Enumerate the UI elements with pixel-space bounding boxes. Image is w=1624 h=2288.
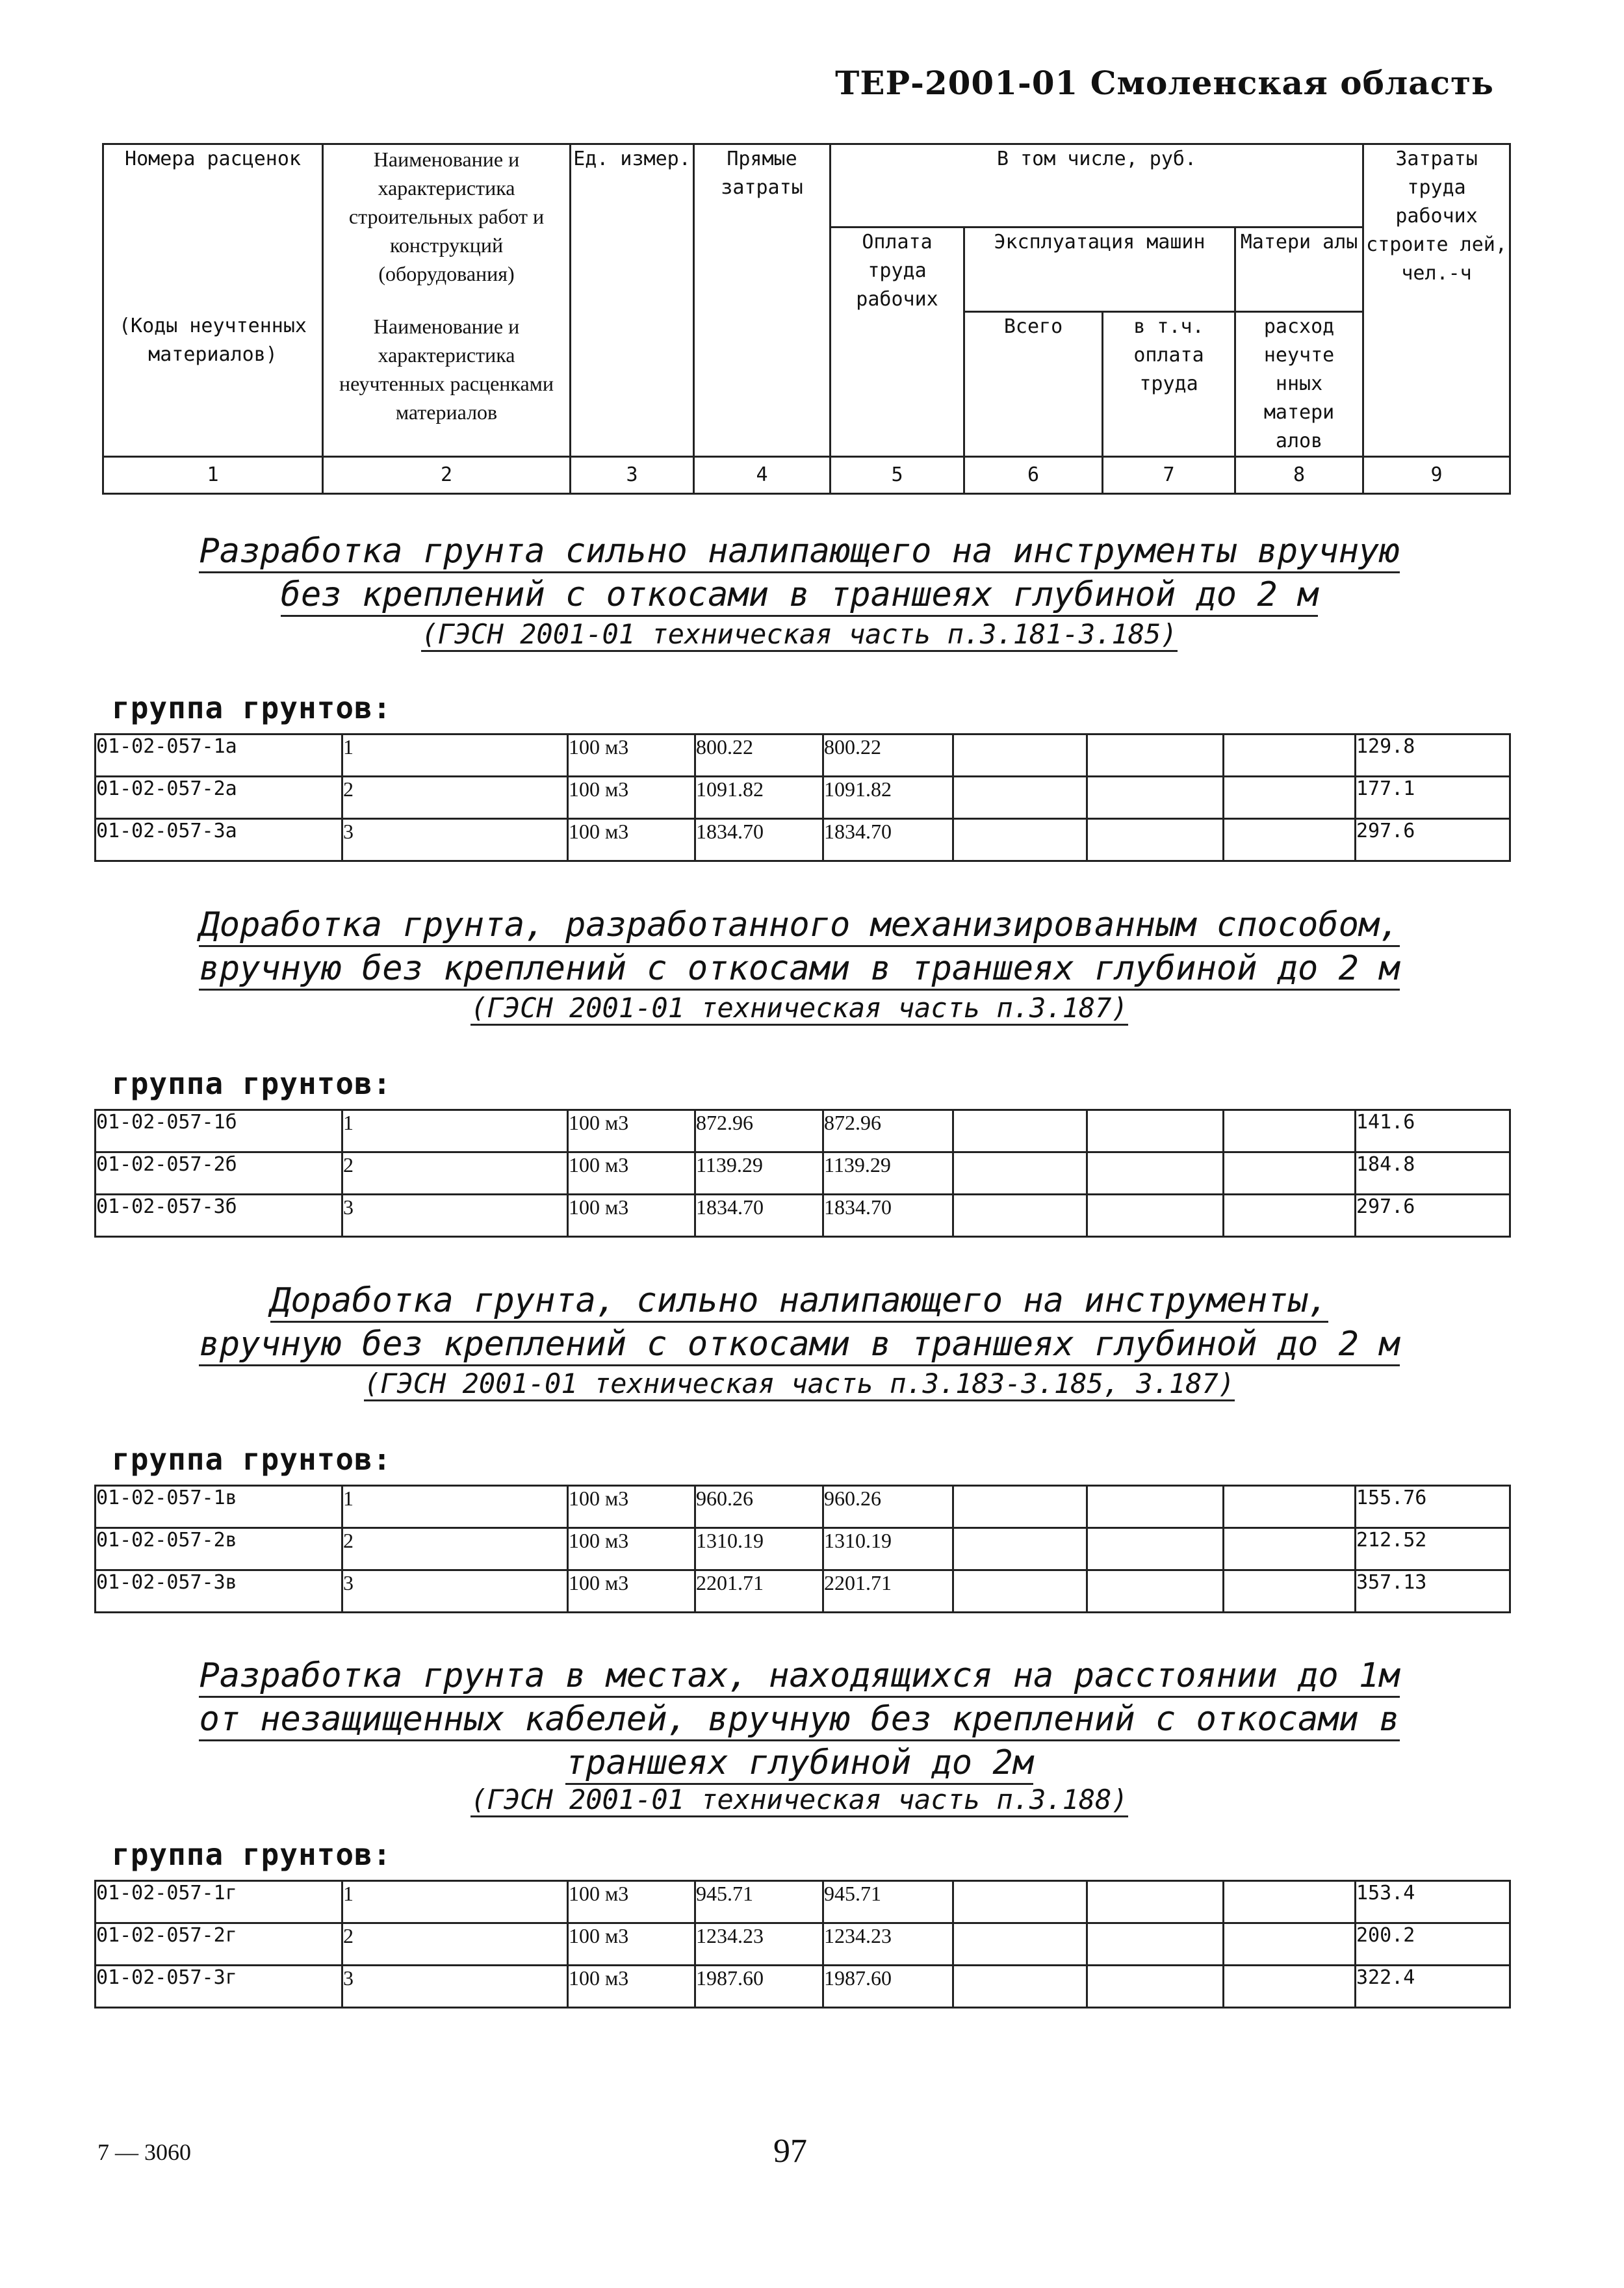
column-number: 7 [1103,457,1235,494]
rate-code: 01-02-057-3г [96,1966,342,2008]
unit: 100 м3 [568,777,695,819]
soil-group: 3 [342,1966,568,2008]
soil-group: 2 [342,1528,568,1570]
labor-pay: 1234.23 [823,1923,953,1966]
header-machines-labor: в т.ч. оплата труда [1103,312,1235,457]
machines-total [953,1923,1087,1966]
page-number: 97 [773,2133,807,2170]
labor-hours: 177.1 [1356,777,1510,819]
machines-total [953,1486,1087,1528]
direct-costs: 1139.29 [695,1152,823,1195]
labor-pay: 945.71 [823,1881,953,1923]
labor-pay: 1091.82 [823,777,953,819]
labor-pay: 800.22 [823,734,953,777]
section-title-line: Доработка грунта, сильно налипающего на инструменты, [270,1280,1328,1323]
header-work-name: Наименование и характеристика строительных работ и конструкций (оборудования) [323,144,571,312]
machines-labor [1087,1486,1224,1528]
unit: 100 м3 [568,1966,695,2008]
header-material-consumption: расход неучте нных матери алов [1235,312,1363,457]
section-title-line: траншеях глубиной до 2м [565,1743,1033,1785]
section-title-line: вручную без креплений с откосами в траншеях глубиной до 2 м [199,948,1399,991]
section-title [97,1654,1501,1785]
machines-total [953,1528,1087,1570]
labor-hours: 141.6 [1356,1110,1510,1152]
header-unit: Ед. измер. [571,144,694,457]
table-row [96,1528,1510,1570]
materials [1224,1486,1356,1528]
table-row [96,1923,1510,1966]
unit: 100 м3 [568,1923,695,1966]
header-including: В том числе, руб. [831,144,1363,228]
rate-code: 01-02-057-2а [96,777,342,819]
machines-labor [1087,777,1224,819]
machines-labor [1087,819,1224,861]
unit: 100 м3 [568,1195,695,1237]
table-row [96,1881,1510,1923]
column-number: 2 [323,457,571,494]
table-row [96,1966,1510,2008]
unit: 100 м3 [568,819,695,861]
column-number: 1 [103,457,323,494]
labor-hours: 155.76 [1356,1486,1510,1528]
table-row [96,1152,1510,1195]
header-material-codes: (Коды неучтенных материалов) [103,312,323,457]
rates-table [94,1880,1511,2008]
soil-group: 3 [342,1570,568,1613]
direct-costs: 945.71 [695,1881,823,1923]
machines-total [953,1570,1087,1613]
materials [1224,1881,1356,1923]
soil-group-label: группа грунтов: [112,1837,392,1872]
header-labor-hours: Затраты труда рабочих строите лей, чел.-ч [1363,144,1510,457]
section-title-line: Разработка грунта в местах, находящихся на расстоянии до 1м [199,1656,1399,1698]
direct-costs: 1091.82 [695,777,823,819]
section-title-line: Доработка грунта, разработанного механизированным способом, [199,905,1399,947]
machines-total [953,777,1087,819]
section-title [97,904,1501,991]
soil-group: 2 [342,777,568,819]
header-direct-costs: Прямые затраты [694,144,831,457]
soil-group: 2 [342,1923,568,1966]
table-row [96,1110,1510,1152]
unit: 100 м3 [568,734,695,777]
materials [1224,734,1356,777]
direct-costs: 960.26 [695,1486,823,1528]
soil-group: 1 [342,1110,568,1152]
rate-code: 01-02-057-3б [96,1195,342,1237]
header-machine-exploitation: Эксплуатация машин [964,228,1235,312]
header-material-names: Наименование и характеристика неучтенных расценками материалов [323,312,571,457]
direct-costs: 2201.71 [695,1570,823,1613]
labor-hours: 297.6 [1356,1195,1510,1237]
direct-costs: 1987.60 [695,1966,823,2008]
section-title-line: без креплений с откосами в траншеях глубиной до 2 м [281,575,1319,617]
labor-hours: 357.13 [1356,1570,1510,1613]
print-code: 7 — 3060 [97,2139,191,2165]
materials [1224,1570,1356,1613]
labor-hours: 212.52 [1356,1528,1510,1570]
rate-code: 01-02-057-2б [96,1152,342,1195]
column-number: 4 [694,457,831,494]
machines-labor [1087,1152,1224,1195]
running-title: ТЕР-2001-01 Смоленская область [835,64,1494,102]
labor-pay: 1834.70 [823,1195,953,1237]
rate-code: 01-02-057-3в [96,1570,342,1613]
rate-code: 01-02-057-1а [96,734,342,777]
header-machines-total: Всего [964,312,1103,457]
labor-pay: 872.96 [823,1110,953,1152]
column-number: 8 [1235,457,1363,494]
machines-labor [1087,1966,1224,2008]
soil-group: 1 [342,734,568,777]
soil-group: 2 [342,1152,568,1195]
table-row [96,734,1510,777]
labor-pay: 960.26 [823,1486,953,1528]
direct-costs: 1834.70 [695,1195,823,1237]
labor-pay: 1139.29 [823,1152,953,1195]
rate-code: 01-02-057-3а [96,819,342,861]
soil-group-label: группа грунтов: [112,1066,392,1101]
rate-code: 01-02-057-1г [96,1881,342,1923]
section-reference: (ГЭСН 2001-01 техническая часть п.3.181-3.185) [97,618,1501,651]
labor-hours: 129.8 [1356,734,1510,777]
labor-pay: 1310.19 [823,1528,953,1570]
materials [1224,819,1356,861]
table-row [96,777,1510,819]
unit: 100 м3 [568,1110,695,1152]
section-reference: (ГЭСН 2001-01 техническая часть п.3.183-3.185, 3.187) [97,1367,1501,1401]
rates-table [94,733,1511,862]
machines-labor [1087,1570,1224,1613]
rates-table [94,1109,1511,1238]
column-header-table [102,143,1511,495]
soil-group-label: группа грунтов: [112,1442,392,1477]
labor-pay: 1834.70 [823,819,953,861]
machines-total [953,1195,1087,1237]
direct-costs: 1310.19 [695,1528,823,1570]
machines-total [953,1966,1087,2008]
section-reference: (ГЭСН 2001-01 техническая часть п.3.187) [97,991,1501,1025]
machines-total [953,1152,1087,1195]
machines-total [953,734,1087,777]
section-title-line: от незащищенных кабелей, вручную без креплений с откосами в [199,1699,1399,1741]
machines-labor [1087,1881,1224,1923]
direct-costs: 1834.70 [695,819,823,861]
labor-hours: 322.4 [1356,1966,1510,2008]
labor-pay: 1987.60 [823,1966,953,2008]
materials [1224,777,1356,819]
soil-group: 1 [342,1881,568,1923]
table-row [96,1570,1510,1613]
rate-code: 01-02-057-2в [96,1528,342,1570]
section-reference: (ГЭСН 2001-01 техническая часть п.3.188) [97,1783,1501,1817]
unit: 100 м3 [568,1570,695,1613]
materials [1224,1195,1356,1237]
machines-labor [1087,734,1224,777]
column-number: 3 [571,457,694,494]
table-row [96,1486,1510,1528]
materials [1224,1152,1356,1195]
direct-costs: 800.22 [695,734,823,777]
materials [1224,1966,1356,2008]
section-title [97,530,1501,617]
labor-hours: 184.8 [1356,1152,1510,1195]
labor-pay: 2201.71 [823,1570,953,1613]
materials [1224,1923,1356,1966]
unit: 100 м3 [568,1152,695,1195]
soil-group: 1 [342,1486,568,1528]
labor-hours: 153.4 [1356,1881,1510,1923]
section-title-line: вручную без креплений с откосами в траншеях глубиной до 2 м [199,1324,1399,1366]
header-materials: Матери алы [1235,228,1363,312]
rate-code: 01-02-057-2г [96,1923,342,1966]
machines-labor [1087,1110,1224,1152]
machines-total [953,1881,1087,1923]
header-rate-numbers: Номера расценок [103,144,323,312]
machines-labor [1087,1528,1224,1570]
unit: 100 м3 [568,1528,695,1570]
rates-table [94,1485,1511,1613]
machines-labor [1087,1195,1224,1237]
section-title-line: Разработка грунта сильно налипающего на инструменты вручную [199,531,1399,573]
machines-total [953,1110,1087,1152]
header-labor-pay: Оплата труда рабочих [831,228,964,457]
direct-costs: 1234.23 [695,1923,823,1966]
table-row [96,1195,1510,1237]
machines-labor [1087,1923,1224,1966]
direct-costs: 872.96 [695,1110,823,1152]
column-number: 5 [831,457,964,494]
table-row [96,819,1510,861]
materials [1224,1528,1356,1570]
soil-group: 3 [342,1195,568,1237]
unit: 100 м3 [568,1881,695,1923]
rate-code: 01-02-057-1в [96,1486,342,1528]
machines-total [953,819,1087,861]
soil-group: 3 [342,819,568,861]
materials [1224,1110,1356,1152]
rate-code: 01-02-057-1б [96,1110,342,1152]
soil-group-label: группа грунтов: [112,690,392,725]
labor-hours: 200.2 [1356,1923,1510,1966]
column-number: 6 [964,457,1103,494]
column-number: 9 [1363,457,1510,494]
section-title [97,1279,1501,1366]
labor-hours: 297.6 [1356,819,1510,861]
unit: 100 м3 [568,1486,695,1528]
